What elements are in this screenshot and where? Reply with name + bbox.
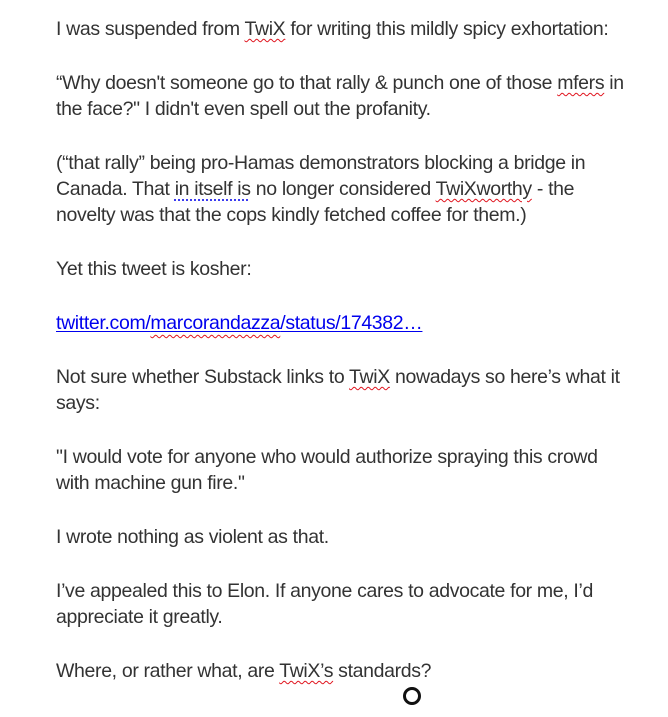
misspelled-word[interactable]: TwiX [244,18,286,40]
tweet-link[interactable] [56,312,422,334]
text: standards? [333,660,432,682]
text: Yet this tweet is kosher: [56,258,252,280]
paragraph-1 [56,16,631,42]
paragraph-8 [56,524,631,550]
grammar-flagged-phrase[interactable]: in itself is [174,178,251,200]
misspelled-word[interactable]: TwiX’s [279,660,334,682]
text: Not sure whether Substack links to [56,366,350,388]
paragraph-7 [56,444,631,496]
paragraph-4 [56,256,631,282]
text: (“that rally” being pro-Hamas demonstrators blocking a bridge in Canada. That [56,152,586,200]
text: “Why doesn't someone go to that rally & punch one of those [56,72,558,94]
text: Where, or rather what, are [56,660,280,682]
paragraph-2 [56,70,631,122]
document-body[interactable] [56,16,631,712]
ring-cursor-icon [403,687,421,705]
text: for writing this mildly spicy exhortation: [285,18,609,40]
link-text: twitter.com/ [56,312,151,334]
misspelled-word[interactable]: TwiX [349,366,390,388]
text: I was suspended from [56,18,245,40]
paragraph-3 [56,150,631,228]
text: in the face?" I didn't even spell out the profanity. [56,72,624,120]
text: no longer considered [250,178,436,200]
quoted-tweet-text: "I would vote for anyone who would authorize spraying this crowd with machine gun fire." [56,446,598,494]
misspelled-word[interactable]: TwiXworthy [435,178,532,200]
misspelled-word: marcorandazza [150,312,281,334]
paragraph-9 [56,578,631,630]
link-text: /status/174382… [280,312,423,334]
text: nowadays so here’s what it says: [56,366,620,414]
text: I’ve appealed this to Elon. If anyone cares to advocate for me, I’d appreciate it greatly. [56,580,593,628]
misspelled-word[interactable]: mfers [557,72,605,94]
text: I wrote nothing as violent as that. [56,526,329,548]
paragraph-5 [56,310,631,336]
text: - the novelty was that the cops kindly fetched coffee for them.) [56,178,575,226]
paragraph-6 [56,364,631,416]
paragraph-10 [56,658,631,684]
